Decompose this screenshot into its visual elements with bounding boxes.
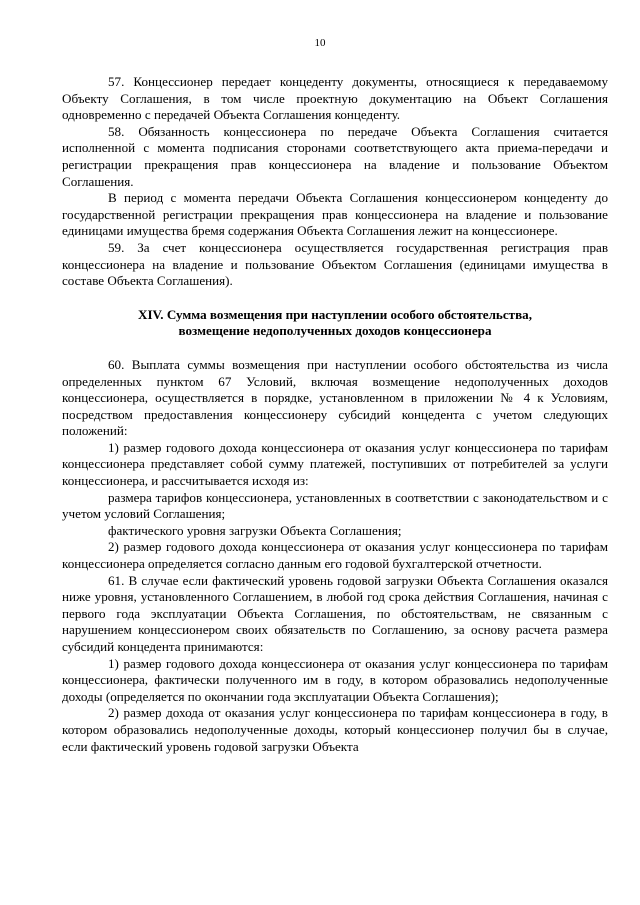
paragraph-transfer-period: В период с момента передачи Объекта Соглашения концессионером концеденту до государственной регистрации прекращения прав концессионера на владение и пользование единицами имущества бремя содержания Объекта Соглашения лежит на концессионере.: [62, 190, 608, 239]
section-heading-line-2: возмещение недополученных доходов концессионера: [178, 323, 492, 339]
page-number: 10: [314, 37, 326, 49]
paragraph-60: 60. Выплата суммы возмещения при наступлении особого обстоятельства из числа определенных пунктом 67 Условий, включая возмещение недополученных доходов концессионера, осуществляется в порядке, установленном в приложении № 4 к Условиям, посредством предоставления концессионеру субсидий концедента с учетом следующих положений:: [62, 356, 608, 439]
paragraph-57: 57. Концессионер передает концеденту документы, относящиеся к передаваемому Объекту Соглашения, в том числе проектную документацию на Объект Соглашения одновременно с передачей Объекта Соглашения концеденту.: [62, 74, 608, 123]
paragraph-59: 59. За счет концессионера осуществляется государственная регистрация прав концессионера на владение и пользование Объектом Соглашения (единицами имущества в составе Объекта Соглашения).: [62, 239, 608, 289]
paragraph-58: 58. Обязанность концессионера по передаче Объекта Соглашения считается исполненной с момента подписания сторонами соответствующего акта приема-передачи и регистрации прекращения прав концессионера на владение и пользование Объектом Соглашения.: [62, 123, 608, 189]
paragraph-60-actual-load: фактического уровня загрузки Объекта Соглашения;: [108, 522, 402, 538]
paragraph-60-item-2: 2) размер годового дохода концессионера от оказания услуг концессионера по тарифам концессионера определяется согласно данным его годовой бухгалтерской отчетности.: [62, 539, 608, 572]
section-heading-line-1: XIV. Сумма возмещения при наступлении особого обстоятельства,: [137, 306, 532, 322]
document-body: [62, 74, 608, 755]
paragraph-61: 61. В случае если фактический уровень годовой загрузки Объекта Соглашения оказался ниже уровня, установленного Соглашением, в любой год срока действия Соглашения, начиная с первого года эксплуатации Объекта Соглашения, по обстоятельствам, не связанным с нарушением концессионером своих обязательств по Соглашению, за основу расчета размера субсидий концедента принимаются:: [62, 572, 608, 654]
paragraph-61-item-1: 1) размер годового дохода концессионера от оказания услуг концессионера по тарифам концессионера, фактически полученного им в году, в котором образовались недополученные доходы (определяется по окончании года эксплуатации Объекта Соглашения);: [62, 655, 608, 704]
section-heading: [62, 307, 608, 340]
paragraph-60-tariff-size: размера тарифов концессионера, установленных в соответствии с законодательством и с учетом условий Соглашения;: [62, 489, 608, 522]
paragraph-61-item-2: 2) размер дохода от оказания услуг концессионера по тарифам концессионера в году, в котором образовались недополученные доходы, который концессионер получил бы в случае, если фактический уровень годовой загрузки Объекта: [62, 705, 608, 754]
paragraph-60-item-1: 1) размер годового дохода концессионера от оказания услуг концессионера по тарифам концессионера представляет собой сумму платежей, поступивших от потребителей за услуги концессионера, и рассчитывается исходя из:: [62, 439, 608, 489]
